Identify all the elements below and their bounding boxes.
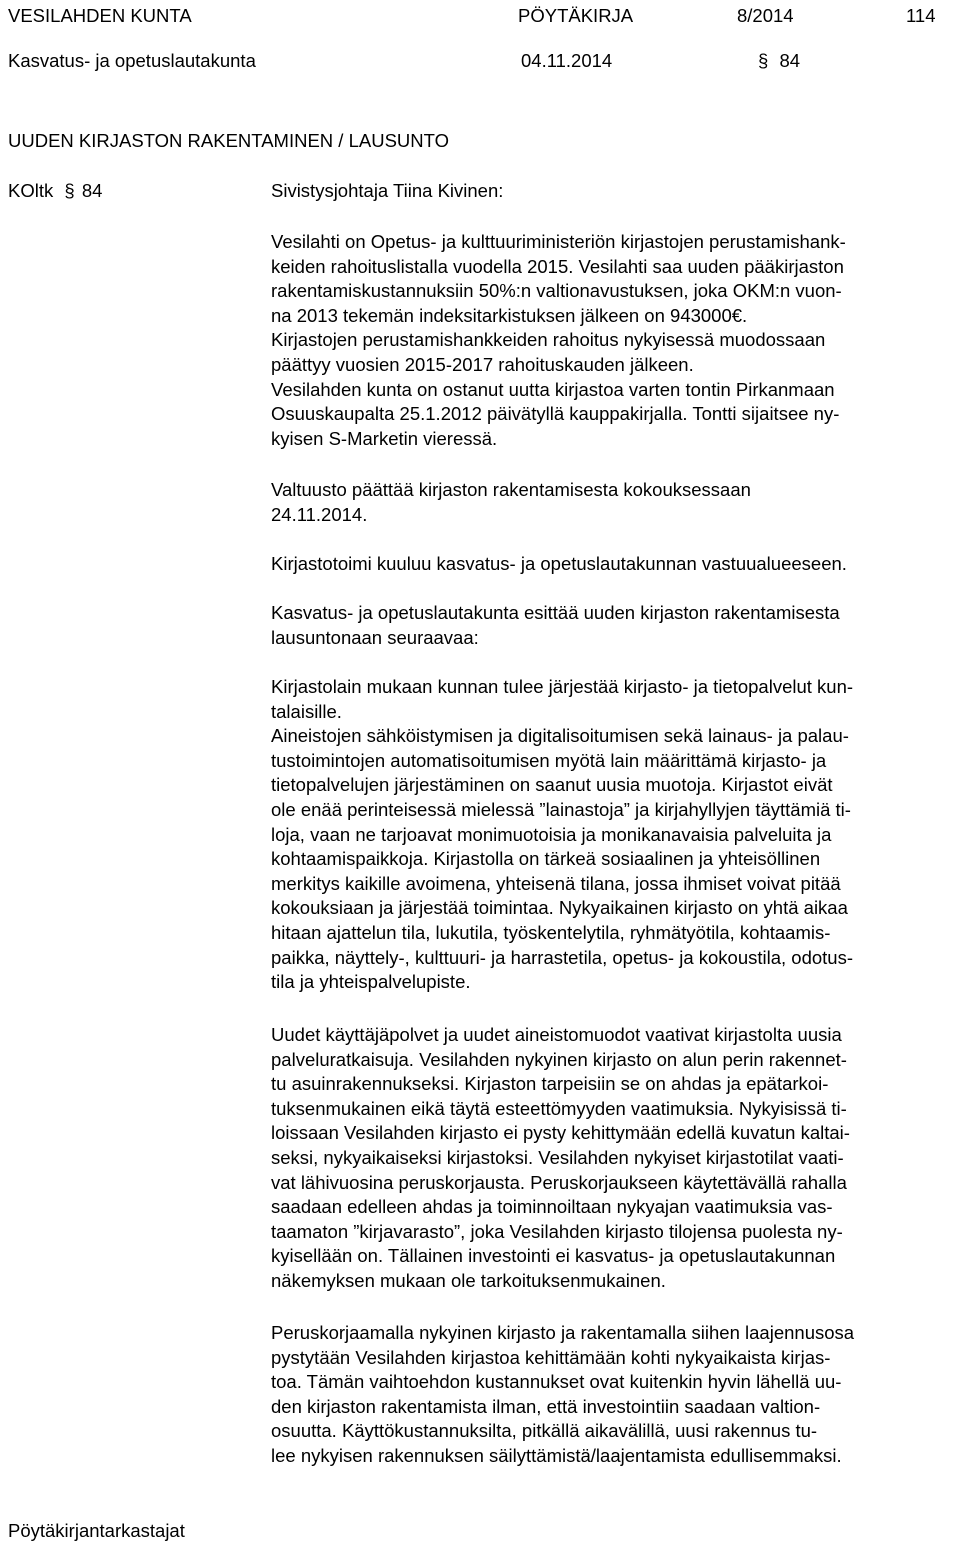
text-line: Uudet käyttäjäpolvet ja uudet aineistomuodot vaativat kirjastolta uusia	[271, 1024, 842, 1045]
paragraph-library-responsibility	[271, 552, 955, 577]
text-line: ole enää perinteisessä mielessä ”lainastoja” ja kirjahyllyjen täyttämiä ti-	[271, 798, 851, 820]
document-title: UUDEN KIRJASTON RAKENTAMINEN / LAUSUNTO	[8, 130, 449, 151]
text-line: tietopalvelujen järjestäminen on saanut uusia muotoja. Kirjastot eivät	[271, 774, 833, 796]
text-line: seksi, nykyaikaiseksi kirjastoksi. Vesilahden nykyiset kirjastotilat vaati-	[271, 1146, 844, 1168]
text-line: hitaan ajattelun tila, lukutila, työskentelytila, ryhmätyötila, kohtaamis-	[271, 921, 831, 943]
case-symbol: §	[64, 180, 75, 201]
paragraph-current-library-state	[271, 1023, 955, 1294]
section-number: 84	[779, 50, 801, 71]
section-symbol: §	[758, 50, 769, 71]
text-line: pystytään Vesilahden kirjastoa kehittämään kohti nykyaikaista kirjas-	[271, 1346, 831, 1368]
text-line: tila ja yhteispalvelupiste.	[271, 971, 471, 993]
committee-name: Kasvatus- ja opetuslautakunta	[8, 50, 256, 71]
footer-reviewers-label: Pöytäkirjantarkastajat	[8, 1520, 185, 1541]
text-line: Kirjastotoimi kuuluu kasvatus- ja opetuslautakunnan vastuualueeseen.	[271, 553, 847, 574]
section-reference	[758, 48, 800, 73]
text-line: Vesilahti on Opetus- ja kulttuuriministeriön kirjastojen perustamishank-	[271, 231, 846, 252]
paragraph-council-decision	[271, 478, 955, 527]
text-line: merkitys kaikille avoimena, yhteisenä tilana, jossa ihmiset voivat pitää	[271, 872, 841, 894]
text-line: Valtuusto päättää kirjaston rakentamisesta kokouksessaan	[271, 479, 751, 500]
presenter: Sivistysjohtaja Tiina Kivinen:	[271, 180, 504, 201]
text-line: näkemyksen mukaan ole tarkoituksenmukainen.	[271, 1269, 666, 1291]
text-line: Peruskorjaamalla nykyinen kirjasto ja rakentamalla siihen laajennusosa	[271, 1322, 855, 1343]
text-line: tu asuinrakennukseksi. Kirjaston tarpeisiin se on ahdas ja epätarkoi-	[271, 1073, 829, 1095]
text-line: kohtaamispaikkoja. Kirjastolla on tärkeä sosiaalinen ja yhteisöllinen	[271, 848, 821, 870]
text-line: päättyy vuosien 2015-2017 rahoituskauden jälkeen.	[271, 353, 694, 375]
text-line: lee nykyisen rakennuksen säilyttämistä/laajentamista edullisemmaksi.	[271, 1444, 842, 1466]
text-line: kyisellään on. Tällainen investointi ei kasvatus- ja opetuslautakunnan	[271, 1245, 836, 1267]
case-number: 84	[81, 180, 103, 201]
text-line: Kasvatus- ja opetuslautakunta esittää uuden kirjaston rakentamisesta	[271, 602, 840, 623]
text-line: kyisen S-Marketin vieressä.	[271, 427, 498, 449]
text-line: Vesilahden kunta on ostanut uutta kirjastoa varten tontin Pirkanmaan	[271, 378, 835, 400]
text-line: toa. Tämän vaihtoehdon kustannukset ovat kuitenkin hyvin lähellä uu-	[271, 1371, 842, 1393]
municipality-name: VESILAHDEN KUNTA	[8, 5, 192, 26]
text-line: Kirjastolain mukaan kunnan tulee järjestää kirjasto- ja tietopalvelut kun-	[271, 676, 854, 697]
text-line: saadaan edelleen ahdas ja toiminnoiltaan nykyajan vaatimuksia vas-	[271, 1196, 833, 1218]
meeting-date: 04.11.2014	[521, 50, 613, 71]
text-line: paikka, näyttely-, kulttuuri- ja harrastetila, opetus- ja kokoustila, odotus-	[271, 946, 854, 968]
text-line: vat lähivuosina peruskorjausta. Peruskorjaukseen käytettävällä rahalla	[271, 1171, 847, 1193]
case-reference	[8, 178, 102, 203]
text-line: talaisille.	[271, 700, 342, 722]
text-line: den kirjaston rakentamista ilman, että investointiin saadaan valtion-	[271, 1395, 821, 1417]
text-line: palveluratkaisuja. Vesilahden nykyinen kirjasto on alun perin rakennet-	[271, 1048, 847, 1070]
text-line: Osuuskaupalta 25.1.2012 päivätyllä kauppakirjalla. Tontti sijaitsee ny-	[271, 403, 840, 425]
text-line: loissaan Vesilahden kirjasto ei pysty kehittymään edellä kuvatun kaltai-	[271, 1122, 850, 1144]
text-line: osuutta. Käyttökustannuksilta, pitkällä aikavälillä, uusi rakennus tu-	[271, 1420, 818, 1442]
text-line: 24.11.2014.	[271, 503, 368, 525]
text-line: Kirjastojen perustamishankkeiden rahoitus nykyisessä muodossaan	[271, 329, 826, 351]
document-number: 8/2014	[737, 5, 794, 26]
text-line: kokouksiaan ja järjestää toimintaa. Nykyaikainen kirjasto on yhtä aikaa	[271, 897, 848, 919]
text-line: tuksenmukainen eikä täytä esteettömyyden vaatimuksia. Nykyisissä ti-	[271, 1097, 847, 1119]
text-line: na 2013 tekemän indeksitarkistuksen jälkeen on 943000€.	[271, 304, 748, 326]
text-line: keiden rahoituslistalla vuodella 2015. Vesilahti saa uuden pääkirjaston	[271, 255, 844, 277]
paragraph-renovation-alternative	[271, 1321, 955, 1469]
text-line: Aineistojen sähköistymisen ja digitalisoitumisen sekä lainaus- ja palau-	[271, 725, 849, 747]
paragraph-funding	[271, 230, 955, 451]
paragraph-committee-statement-intro	[271, 601, 955, 650]
text-line: loja, vaan ne tarjoavat monimuotoisia ja monikanavaisia palveluita ja	[271, 823, 832, 845]
page-number: 114	[906, 5, 936, 26]
text-line: taamaton ”kirjavarasto”, joka Vesilahden kirjasto tilojensa puolesta ny-	[271, 1220, 843, 1242]
text-line: rakentamiskustannuksiin 50%:n valtionavustuksen, joka OKM:n vuon-	[271, 280, 842, 302]
text-line: tustoimintojen automatisoitumisen myötä lain määrittämä kirjasto- ja	[271, 749, 827, 771]
case-label: KOltk	[8, 180, 54, 201]
text-line: lausuntonaan seuraavaa:	[271, 626, 479, 648]
document-type: PÖYTÄKIRJA	[518, 5, 634, 26]
paragraph-library-law	[271, 675, 955, 995]
